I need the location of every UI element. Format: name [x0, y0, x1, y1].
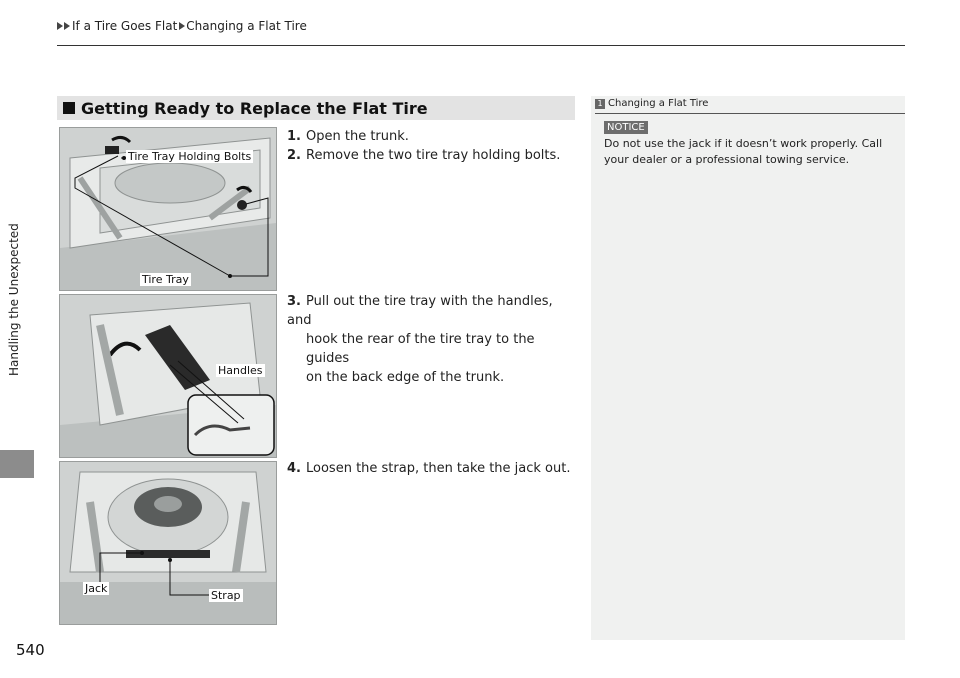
breadcrumb [57, 19, 307, 33]
notice-text [604, 136, 894, 168]
trunk-illustration [60, 462, 276, 624]
sidebar-title-text: Changing a Flat Tire [608, 98, 709, 109]
step-text: on the back edge of the trunk. [306, 370, 505, 385]
arrow-icon [57, 22, 63, 30]
sidebar-note [591, 96, 905, 640]
chapter-tab[interactable]: Handling the Unexpected [7, 223, 21, 377]
notice-line: your dealer or a professional towing service. [604, 153, 850, 166]
step-text: Pull out the tire tray with the handles, and [287, 294, 553, 328]
square-bullet-icon [63, 102, 75, 114]
step-text: Open the trunk. [306, 129, 409, 144]
figure-label: Jack [85, 582, 108, 595]
step-text: Loosen the strap, then take the jack out. [306, 461, 571, 476]
section-header [57, 96, 575, 120]
reference-marker: 1 [595, 99, 605, 109]
breadcrumb-item[interactable]: Changing a Flat Tire [186, 19, 307, 33]
section-title: Getting Ready to Replace the Flat Tire [81, 98, 428, 118]
step-1 [287, 127, 577, 146]
step-number: 4. [287, 461, 301, 476]
sidebar-rule [595, 113, 905, 114]
step-number: 3. [287, 294, 301, 309]
step-number: 1. [287, 129, 301, 144]
arrow-icon [64, 22, 70, 30]
breadcrumb-item[interactable]: If a Tire Goes Flat [72, 19, 178, 33]
figure-label: Handles [218, 364, 263, 377]
sidebar-title [595, 98, 708, 109]
notice-badge: NOTICE [604, 121, 648, 134]
step-text: hook the rear of the tire tray to the guides [306, 332, 535, 366]
chapter-tab-marker [0, 450, 34, 478]
figure-label: Tire Tray Holding Bolts [128, 150, 252, 163]
notice-line: Do not use the jack if it doesn’t work properly. Call [604, 137, 883, 150]
figure-tray-handles [59, 294, 277, 458]
header-rule [57, 45, 905, 46]
figure-jack-strap [59, 461, 277, 625]
step-3 [287, 292, 577, 387]
step-number: 2. [287, 148, 301, 163]
figure-tire-tray-bolts [59, 127, 277, 291]
arrow-icon [179, 22, 185, 30]
figure-label: Tire Tray [142, 273, 189, 286]
step-2 [287, 146, 577, 165]
step-4 [287, 459, 577, 478]
page-number: 540 [16, 641, 45, 659]
step-text: Remove the two tire tray holding bolts. [306, 148, 561, 163]
figure-label: Strap [211, 589, 241, 602]
